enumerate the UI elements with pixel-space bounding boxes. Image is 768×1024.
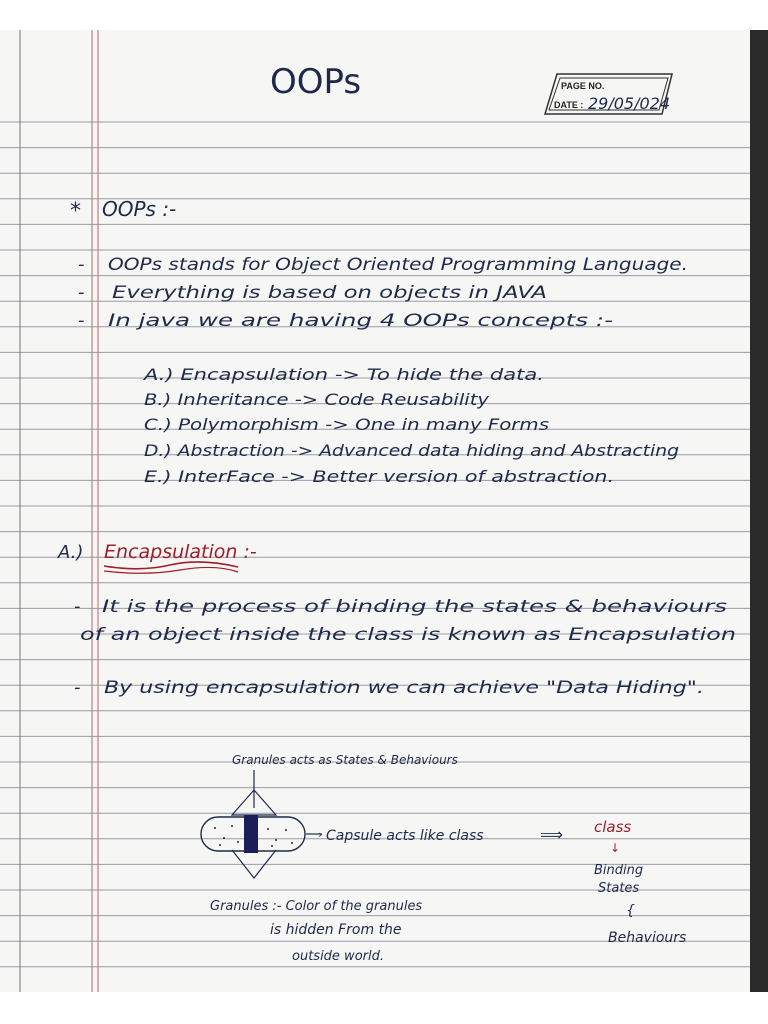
granules-note-line: Granules :- Color of the granules [210, 899, 423, 914]
section2-line-1: It is the process of binding the states & behaviours [102, 597, 728, 617]
bullet-dash: - [78, 310, 85, 331]
section2-heading: Encapsulation :- [104, 541, 257, 563]
granules-note-line: outside world. [292, 949, 384, 964]
brace-icon: { [626, 903, 635, 919]
section1-heading: OOPs :- [102, 197, 177, 221]
bullet-dash: - [78, 254, 85, 275]
concept-item: D.) Abstraction -> Advanced data hiding and Abstracting [144, 441, 679, 460]
concept-item: C.) Polymorphism -> One in many Forms [144, 415, 549, 434]
concept-item: A.) Encapsulation -> To hide the data. [142, 365, 544, 384]
date-label: DATE : [554, 100, 584, 110]
granules-caption: Granules acts as States & Behaviours [232, 753, 458, 767]
concept-item: B.) Inheritance -> Code Reusability [144, 390, 490, 409]
section2-marker: A.) [58, 542, 84, 563]
bullet-dash: - [74, 596, 81, 617]
capsule-caption: Capsule acts like class [326, 828, 484, 844]
section2-line-3: By using encapsulation we can achieve "Data Hiding". [104, 678, 704, 698]
behaviours-label: Behaviours [608, 930, 687, 946]
section1-bullet-3: In java we are having 4 OOPs concepts :- [108, 311, 613, 331]
states-label: States [598, 881, 640, 896]
implies-arrow-icon: ⟹ [540, 825, 563, 844]
granules-note-line: is hidden From the [270, 922, 402, 938]
class-label: class [594, 818, 632, 836]
concept-item: E.) InterFace -> Better version of abstraction. [144, 467, 614, 486]
bullet-dash: - [74, 677, 81, 698]
section1-bullet-2: Everything is based on objects in JAVA [112, 283, 547, 303]
binding-label: Binding [594, 863, 644, 878]
down-arrow-icon: ↓ [610, 841, 621, 855]
arrow-head-icon: › [318, 828, 323, 841]
page-edge [750, 30, 768, 992]
section2-line-2: of an object inside the class is known as Encapsulation [80, 625, 736, 645]
page-title: OOPs [270, 62, 362, 102]
page-no-label: PAGE NO. [561, 81, 605, 91]
paper-sheet [0, 30, 750, 992]
capsule-band [244, 815, 258, 853]
date-value: 29/05/024 [588, 94, 671, 113]
asterisk-marker: * [70, 199, 81, 224]
section1-bullet-1: OOPs stands for Object Oriented Programming Language. [108, 255, 688, 275]
bullet-dash: - [78, 282, 85, 303]
